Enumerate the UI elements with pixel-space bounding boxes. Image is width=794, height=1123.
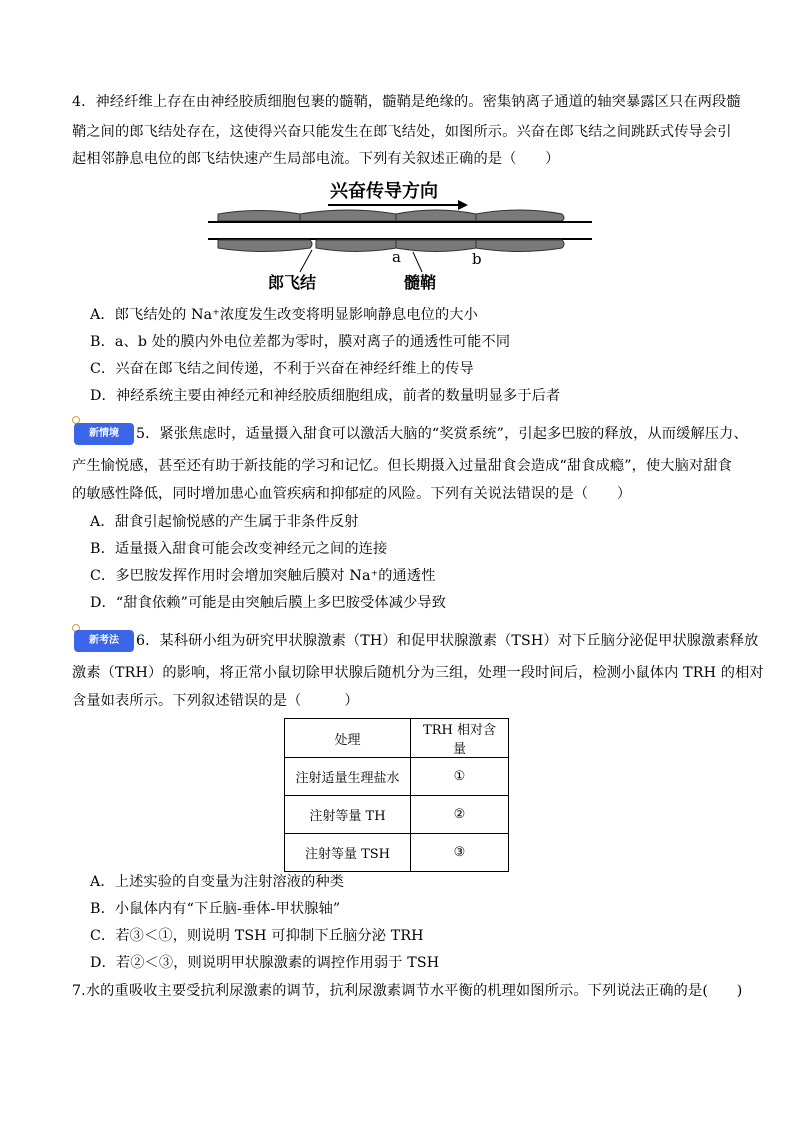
nerve-fiber-figure — [200, 176, 600, 302]
q4-stem-line-2: 鞘之间的郎飞结处存在，这使得兴奋只能发生在郎飞结处，如图所示。兴奋在郎飞结之间跳跃式传导会引 — [72, 124, 732, 140]
q4-stem-line-3: 起相邻静息电位的郎飞结快速产生局部电流。下列有关叙述正确的是（ ） — [72, 151, 560, 167]
q5-option-c: C．多巴胺发挥作用时会增加突触后膜对 Na⁺的通透性 — [90, 568, 436, 584]
q5-option-d: D．“甜食依赖”可能是由突触后膜上多巴胺受体减少导致 — [90, 595, 447, 611]
q7-stem-line-1: 7.水的重吸收主要受抗利尿激素的调节，抗利尿激素调节水平衡的机理如图所示。下列说法正确的是( ) — [72, 983, 743, 999]
q5-stem-line-1: 5．紧张焦虑时，适量摄入甜食可以激活大脑的“奖赏系统”，引起多巴胺的释放，从而缓解压力、 — [136, 426, 748, 442]
table-cell: 注射适量生理盐水 — [285, 758, 411, 796]
table-row — [285, 758, 509, 796]
q4-option-a: A．郎飞结处的 Na⁺浓度发生改变将明显影响静息电位的大小 — [90, 307, 478, 323]
myelin-pointer-line — [413, 252, 422, 272]
q4-option-d: D．神经系统主要由神经元和神经胶质细胞组成，前者的数量明显多于后者 — [90, 388, 561, 404]
q6-option-b: B．小鼠体内有“下丘脑-垂体-甲状腺轴” — [90, 901, 341, 917]
direction-arrow-head — [458, 200, 468, 210]
table-cell: ① — [411, 758, 509, 796]
table-cell: ③ — [411, 834, 509, 872]
label-myelin: 髓鞘 — [404, 273, 437, 292]
q5-stem-line-2: 产生愉悦感，甚至还有助于新技能的学习和记忆。但长期摄入过量甜食会造成“甜食成瘾”，使大脑对甜食 — [72, 458, 732, 474]
q4-stem-line-1: 4．神经纤维上存在由神经胶质细胞包裹的髓鞘，髓鞘是绝缘的。密集钠离子通道的轴突暴露区只在两段髓 — [72, 94, 741, 110]
node-pointer-line — [300, 250, 312, 272]
q6-stem-line-1: 6．某科研小组为研究甲状腺激素（TH）和促甲状腺激素（TSH）对下丘脑分泌促甲状腺激素释放 — [136, 633, 759, 649]
q6-badge-new-method: 新考法 — [74, 630, 134, 652]
q6-option-c: C．若③＜①，则说明 TSH 可抑制下丘脑分泌 TRH — [90, 928, 424, 944]
q6-stem-line-3: 含量如表所示。下列叙述错误的是（ ） — [72, 693, 359, 709]
table-row — [285, 834, 509, 872]
q5-badge-new-scenario: 新情境 — [74, 423, 134, 445]
q5-option-a: A．甜食引起愉悦感的产生属于非条件反射 — [90, 514, 359, 530]
q6-option-d: D．若②＜③，则说明甲状腺激素的调控作用弱于 TSH — [90, 955, 440, 971]
table-cell: 注射等量 TH — [285, 796, 411, 834]
q4-option-c: C．兴奋在郎飞结之间传递，不利于兴奋在神经纤维上的传导 — [90, 361, 474, 377]
figure-title: 兴奋传导方向 — [330, 181, 438, 202]
table-header-row — [285, 719, 509, 758]
q5-option-b: B．适量摄入甜食可能会改变神经元之间的连接 — [90, 541, 388, 557]
table-header-cell: 处理 — [285, 719, 411, 758]
upper-myelin-row — [218, 210, 564, 221]
q4-option-b: B．a、b 处的膜内外电位差都为零时，膜对离子的通透性可能不同 — [90, 334, 511, 350]
q5-stem-line-3: 的敏感性降低，同时增加患心血管疾病和抑郁症的风险。下列有关说法错误的是（ ） — [72, 486, 632, 502]
label-ranvier-node: 郎飞结 — [268, 273, 317, 292]
label-b: b — [472, 250, 482, 268]
table-row — [285, 796, 509, 834]
table-cell: 注射等量 TSH — [285, 834, 411, 872]
q6-option-a: A．上述实验的自变量为注射溶液的种类 — [90, 874, 345, 890]
q6-stem-line-2: 激素（TRH）的影响，将正常小鼠切除甲状腺后随机分为三组，处理一段时间后，检测小鼠体内 TRH 的相对 — [72, 665, 764, 681]
table-header-cell: TRH 相对含量 — [411, 719, 509, 758]
table-cell: ② — [411, 796, 509, 834]
lower-myelin-row — [218, 240, 564, 252]
label-a: a — [392, 248, 401, 266]
trh-table — [284, 718, 509, 872]
